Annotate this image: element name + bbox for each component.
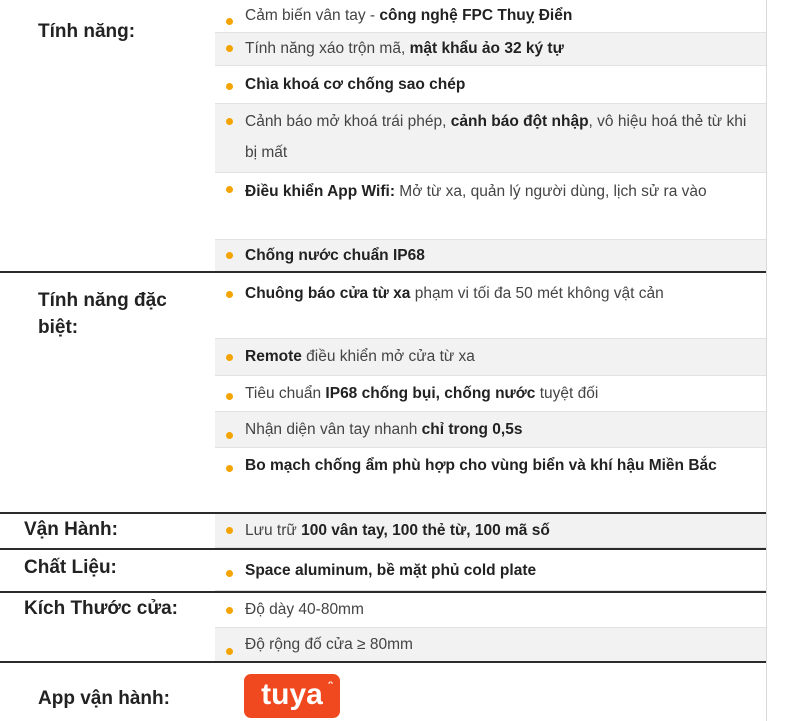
bullet-icon bbox=[226, 465, 233, 472]
bullet-icon bbox=[226, 291, 233, 298]
bullet-icon bbox=[226, 186, 233, 193]
label-tinh-nang: Tính năng: bbox=[38, 21, 136, 42]
list-item: Lưu trữ 100 vân tay, 100 thẻ từ, 100 mã số bbox=[215, 514, 766, 548]
bullet-icon bbox=[226, 45, 233, 52]
list-item: Chìa khoá cơ chống sao chép bbox=[215, 66, 766, 104]
bullet-icon bbox=[226, 570, 233, 577]
list-item: Remote điều khiển mở cửa từ xa bbox=[215, 339, 766, 376]
label-app-van-hanh: App vận hành: bbox=[38, 688, 170, 709]
bullet-icon bbox=[226, 83, 233, 90]
list-item: Chống nước chuẩn IP68 bbox=[215, 240, 766, 272]
bullet-icon bbox=[226, 252, 233, 259]
tuya-logo: tuya ᵔ bbox=[244, 674, 340, 718]
list-item: Chuông báo cửa từ xa phạm vi tối đa 50 mét không vật cản bbox=[215, 273, 766, 339]
right-border bbox=[766, 0, 767, 721]
list-item: Cảm biến vân tay - công nghệ FPC Thuỵ Điển bbox=[215, 0, 766, 33]
list-item: Điều khiển App Wifi: Mở từ xa, quản lý người dùng, lịch sử ra vào bbox=[215, 173, 766, 240]
section-divider bbox=[0, 661, 766, 663]
bullet-icon bbox=[226, 607, 233, 614]
list-item: Nhận diện vân tay nhanh chỉ trong 0,5s bbox=[215, 412, 766, 448]
bullet-icon bbox=[226, 648, 233, 655]
wifi-icon: ᵔ bbox=[328, 678, 333, 692]
bullet-icon bbox=[226, 18, 233, 25]
label-chat-lieu: Chất Liệu: bbox=[24, 557, 117, 578]
bullet-icon bbox=[226, 393, 233, 400]
label-tinh-nang-dac-biet: Tính năng đặc biệt: bbox=[38, 290, 167, 338]
list-item: Cảnh báo mở khoá trái phép, cảnh báo đột nhập, vô hiệu hoá thẻ từ khi bị mất bbox=[215, 104, 766, 173]
bullet-icon bbox=[226, 118, 233, 125]
list-item: Tính năng xáo trộn mã, mật khẩu ảo 32 ký tự bbox=[215, 33, 766, 66]
list-item: Space aluminum, bề mặt phủ cold plate bbox=[215, 550, 766, 591]
label-van-hanh: Vận Hành: bbox=[24, 519, 118, 540]
list-item: Độ dày 40-80mm bbox=[215, 593, 766, 628]
label-kich-thuoc-cua: Kích Thước cửa: bbox=[24, 598, 178, 619]
bullet-icon bbox=[226, 432, 233, 439]
list-item: Bo mạch chống ẩm phù hợp cho vùng biển và khí hậu Miền Bắc bbox=[215, 448, 766, 513]
list-item: Tiêu chuẩn IP68 chống bụi, chống nước tuyệt đối bbox=[215, 376, 766, 412]
bullet-icon bbox=[226, 527, 233, 534]
bullet-icon bbox=[226, 354, 233, 361]
list-item: Độ rộng đố cửa ≥ 80mm bbox=[215, 628, 766, 662]
